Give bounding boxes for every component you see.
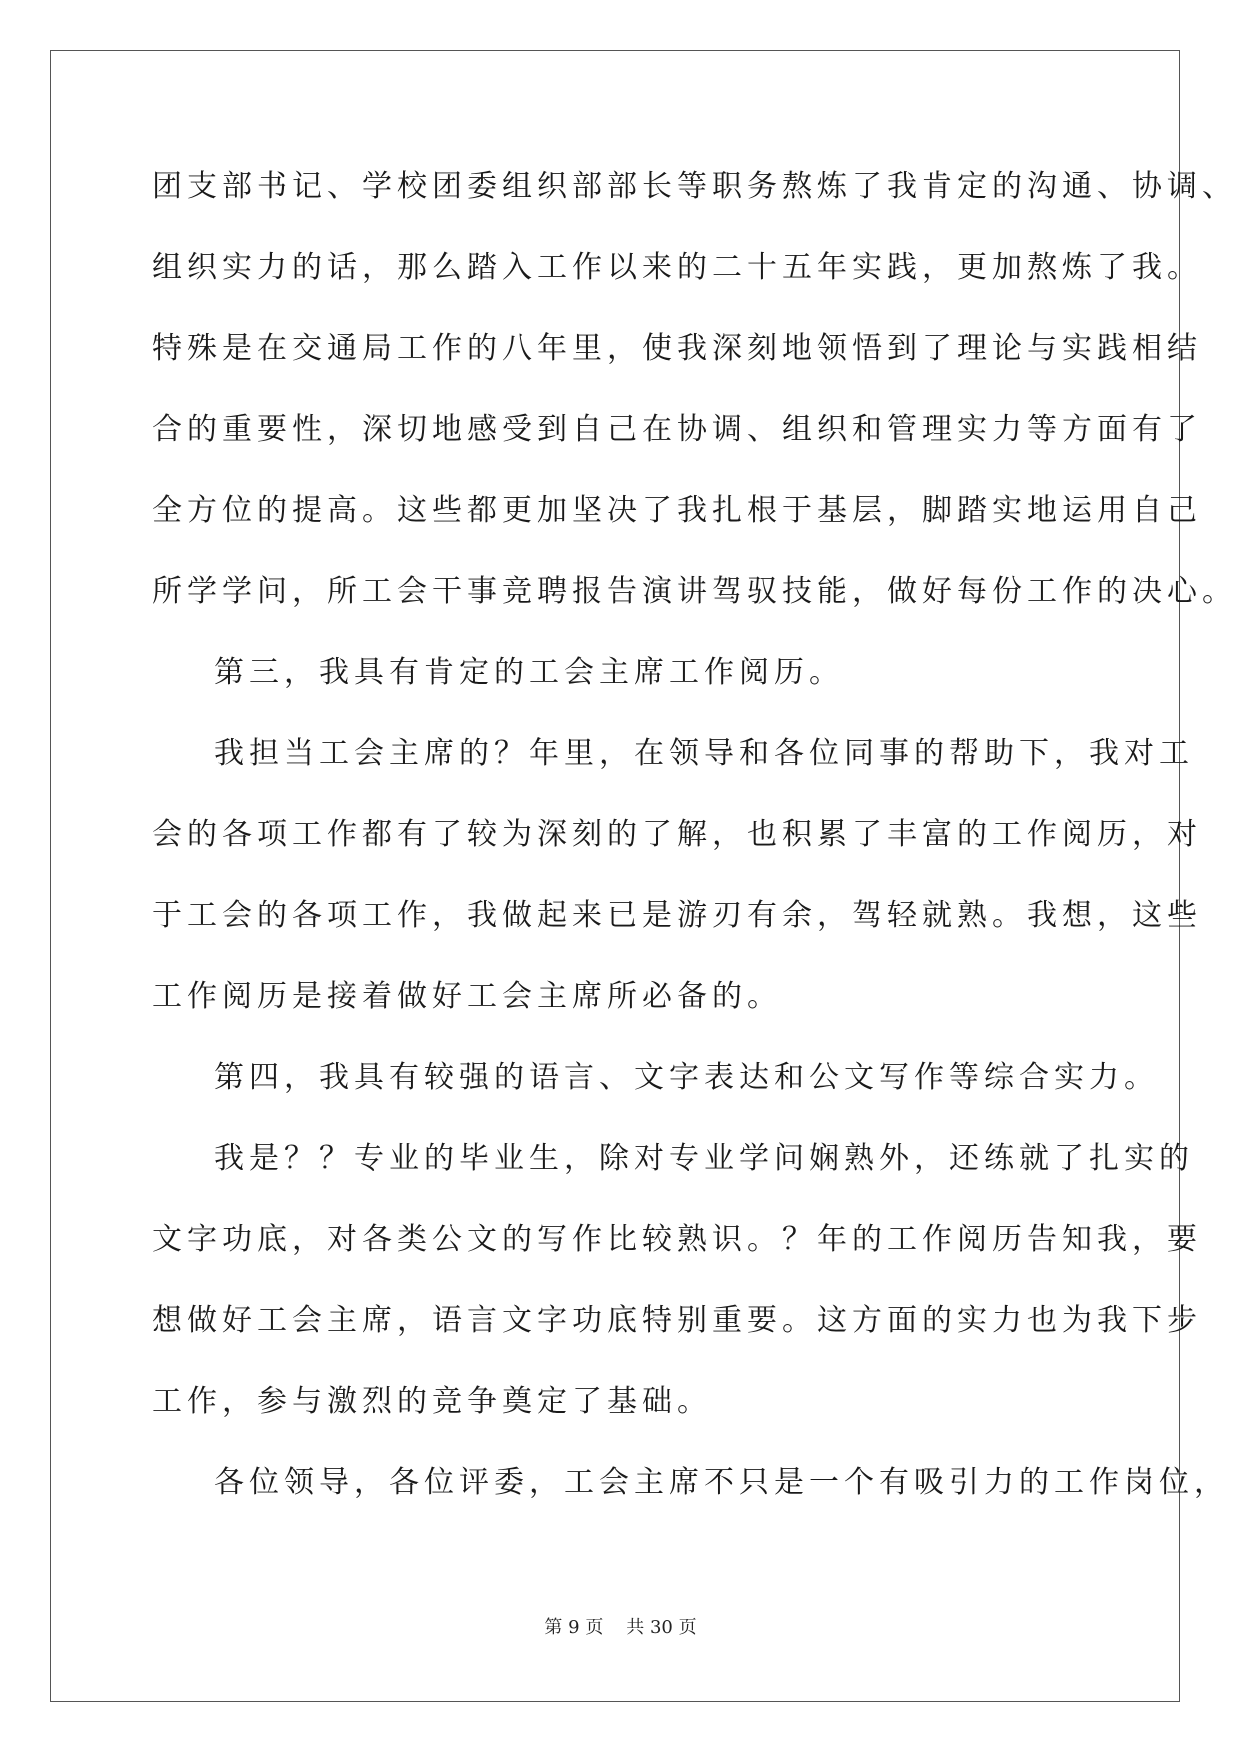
page-number: 第 9 页 xyxy=(544,1617,604,1638)
text-line-3: 特殊是在交通局工作的八年里，使我深刻地领悟到了理论与实践相结 xyxy=(152,331,1202,366)
page-footer xyxy=(0,1613,1241,1639)
text-line-4: 合的重要性，深切地感受到自己在协调、组织和管理实力等方面有了 xyxy=(152,412,1202,447)
text-line-17: 各位领导，各位评委，工会主席不只是一个有吸引力的工作岗位， xyxy=(214,1465,1229,1500)
text-line-8: 我担当工会主席的？年里，在领导和各位同事的帮助下，我对工 xyxy=(214,736,1194,771)
text-line-2: 组织实力的话，那么踏入工作以来的二十五年实践，更加熬炼了我。 xyxy=(152,250,1202,285)
text-line-13: 我是？？专业的毕业生，除对专业学问娴熟外，还练就了扎实的 xyxy=(214,1141,1194,1176)
text-line-11: 工作阅历是接着做好工会主席所必备的。 xyxy=(152,979,782,1014)
page-total: 共 30 页 xyxy=(626,1617,697,1638)
document-body xyxy=(152,164,1237,1541)
text-line-16: 工作，参与激烈的竞争奠定了基础。 xyxy=(152,1384,712,1419)
text-line-12: 第四，我具有较强的语言、文字表达和公文写作等综合实力。 xyxy=(214,1060,1159,1095)
text-line-1: 团支部书记、学校团委组织部部长等职务熬炼了我肯定的沟通、协调、 xyxy=(152,169,1237,204)
text-line-14: 文字功底，对各类公文的写作比较熟识。？年的工作阅历告知我，要 xyxy=(152,1222,1202,1257)
text-line-10: 于工会的各项工作，我做起来已是游刃有余，驾轻就熟。我想，这些 xyxy=(152,898,1202,933)
text-line-9: 会的各项工作都有了较为深刻的了解，也积累了丰富的工作阅历，对 xyxy=(152,817,1202,852)
text-line-7: 第三，我具有肯定的工会主席工作阅历。 xyxy=(214,655,844,690)
text-line-5: 全方位的提高。这些都更加坚决了我扎根于基层，脚踏实地运用自己 xyxy=(152,493,1202,528)
text-line-6: 所学学问，所工会干事竞聘报告演讲驾驭技能，做好每份工作的决心。 xyxy=(152,574,1237,609)
text-line-15: 想做好工会主席，语言文字功底特别重要。这方面的实力也为我下步 xyxy=(152,1303,1202,1338)
